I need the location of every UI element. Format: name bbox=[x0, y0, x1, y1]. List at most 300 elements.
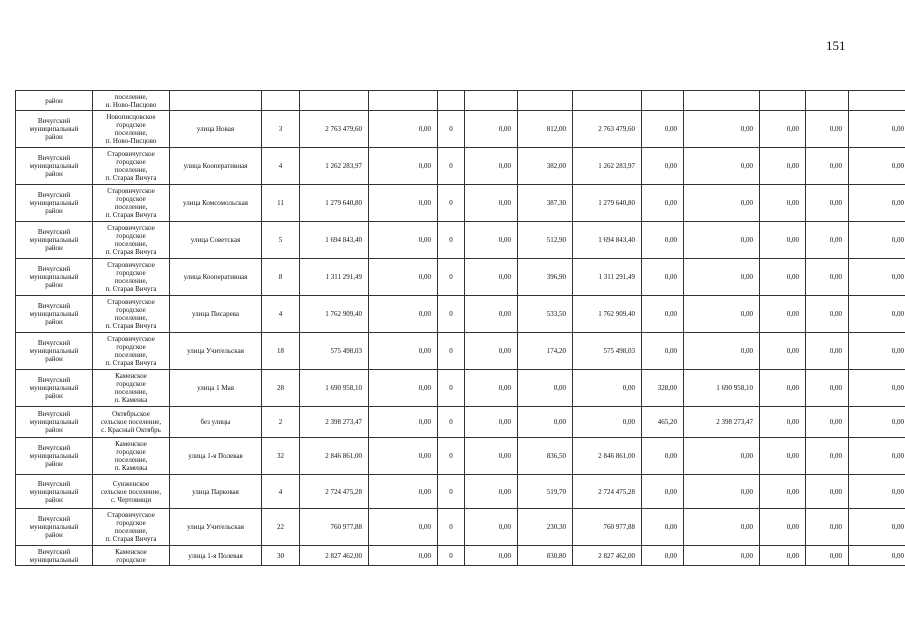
total-cost-cell: 1 762 909,40 bbox=[300, 296, 369, 333]
area-cell: 382,00 bbox=[518, 148, 573, 185]
value-cell: 0,00 bbox=[369, 333, 438, 370]
value-cell: 0,00 bbox=[465, 185, 518, 222]
settlement-cell-line: Старовичугское bbox=[107, 298, 155, 306]
area-cell: 0,00 bbox=[642, 333, 684, 370]
settlement-cell-line: городское bbox=[116, 121, 146, 129]
settlement-cell-line: п. Старая Вичуга bbox=[105, 285, 157, 293]
cost-cell: 0,00 bbox=[684, 296, 760, 333]
settlement-cell-line: Сунженское bbox=[112, 479, 150, 488]
settlement-cell-line: поселение, bbox=[114, 351, 148, 359]
table-row bbox=[16, 296, 905, 333]
housing-registry-table bbox=[15, 90, 905, 566]
settlement-cell-line: с. Чертовищи bbox=[110, 495, 152, 504]
area-cell: 465,20 bbox=[642, 407, 684, 438]
settlement-cell-line: сельское поселение, bbox=[100, 418, 162, 426]
settlement-cell-line: Старовичугское bbox=[107, 224, 155, 232]
area-cell: 533,50 bbox=[518, 296, 573, 333]
area-cell: 812,00 bbox=[518, 111, 573, 148]
street-cell: улица Комсомольская bbox=[170, 185, 262, 222]
value-cell: 0,00 bbox=[760, 185, 806, 222]
cost-cell: 2 724 475,28 bbox=[573, 475, 642, 509]
area-cell: 0,00 bbox=[642, 111, 684, 148]
settlement-cell-line: п. Старая Вичуга bbox=[105, 359, 157, 367]
district-cell-line: Вичугский bbox=[37, 479, 71, 488]
value-cell: 0,00 bbox=[465, 222, 518, 259]
street-cell: улица Учительская bbox=[170, 333, 262, 370]
district-cell bbox=[16, 546, 93, 566]
street-cell: улица Новая bbox=[170, 111, 262, 148]
house-number-cell: 22 bbox=[262, 509, 300, 546]
area-cell: 174,20 bbox=[518, 333, 573, 370]
settlement-cell-line: городское bbox=[116, 343, 146, 351]
total-cost-cell: 1 694 843,40 bbox=[300, 222, 369, 259]
settlement-cell-line: городское bbox=[116, 158, 146, 166]
value-cell: 0,00 bbox=[760, 509, 806, 546]
street-cell: улица Кооперативная bbox=[170, 259, 262, 296]
value-cell: 0,00 bbox=[760, 222, 806, 259]
settlement-cell-line: поселение, bbox=[114, 166, 148, 174]
value-cell: 0,00 bbox=[849, 259, 905, 296]
settlement-cell-line: поселение, bbox=[114, 129, 148, 137]
area-cell: 519,70 bbox=[518, 475, 573, 509]
settlement-cell-line: Каменское bbox=[115, 372, 147, 380]
settlement-cell bbox=[93, 407, 170, 438]
value-cell: 0,00 bbox=[849, 111, 905, 148]
total-cost-cell: 2 763 479,60 bbox=[300, 111, 369, 148]
cost-cell: 0,00 bbox=[573, 407, 642, 438]
district-cell-line: район bbox=[45, 426, 63, 434]
total-cost-cell: 2 846 861,00 bbox=[300, 438, 369, 475]
value-cell: 0,00 bbox=[760, 148, 806, 185]
value-cell: 0,00 bbox=[369, 296, 438, 333]
settlement-cell-line: поселение, bbox=[114, 92, 148, 101]
total-cost-cell: 1 279 640,80 bbox=[300, 185, 369, 222]
area-cell: 836,50 bbox=[518, 438, 573, 475]
count-cell: 0 bbox=[438, 148, 465, 185]
value-cell: 0,00 bbox=[849, 546, 905, 566]
street-cell bbox=[170, 91, 262, 111]
district-cell bbox=[16, 509, 93, 546]
value-cell: 0,00 bbox=[806, 111, 849, 148]
table-row bbox=[16, 185, 905, 222]
value-cell: 0,00 bbox=[806, 148, 849, 185]
value-cell bbox=[806, 91, 849, 111]
value-cell bbox=[760, 91, 806, 111]
area-cell: 0,00 bbox=[642, 296, 684, 333]
settlement-cell-line: п. Старая Вичуга bbox=[105, 211, 157, 219]
settlement-cell-line: Каменское bbox=[115, 440, 147, 448]
value-cell: 0,00 bbox=[849, 475, 905, 509]
value-cell: 0,00 bbox=[465, 546, 518, 566]
district-cell-line: муниципальный bbox=[29, 125, 79, 133]
value-cell: 0,00 bbox=[849, 370, 905, 407]
value-cell: 0,00 bbox=[806, 509, 849, 546]
district-cell-line: Вичугский bbox=[37, 547, 71, 556]
settlement-cell-line: Старовичугское bbox=[107, 261, 155, 269]
value-cell: 0,00 bbox=[369, 148, 438, 185]
value-cell: 0,00 bbox=[369, 185, 438, 222]
cost-cell: 0,00 bbox=[684, 185, 760, 222]
settlement-cell bbox=[93, 296, 170, 333]
house-number-cell: 3 bbox=[262, 111, 300, 148]
district-cell-line: Вичугский bbox=[37, 117, 71, 125]
value-cell bbox=[369, 91, 438, 111]
count-cell: 0 bbox=[438, 222, 465, 259]
total-cost-cell: 1 311 291,49 bbox=[300, 259, 369, 296]
value-cell: 0,00 bbox=[849, 148, 905, 185]
street-cell: улица 1 Мая bbox=[170, 370, 262, 407]
cost-cell: 0,00 bbox=[684, 333, 760, 370]
value-cell: 0,00 bbox=[760, 438, 806, 475]
settlement-cell-line: Старовичугское bbox=[107, 150, 155, 158]
settlement-cell bbox=[93, 509, 170, 546]
settlement-cell-line: поселение, bbox=[114, 456, 148, 464]
total-cost-cell: 2 724 475,28 bbox=[300, 475, 369, 509]
count-cell: 0 bbox=[438, 438, 465, 475]
value-cell: 0,00 bbox=[849, 185, 905, 222]
value-cell: 0,00 bbox=[465, 438, 518, 475]
value-cell: 0,00 bbox=[806, 546, 849, 566]
total-cost-cell: 760 977,88 bbox=[300, 509, 369, 546]
area-cell: 0,00 bbox=[642, 438, 684, 475]
house-number-cell: 32 bbox=[262, 438, 300, 475]
total-cost-cell: 1 690 958,10 bbox=[300, 370, 369, 407]
value-cell: 0,00 bbox=[465, 333, 518, 370]
district-cell bbox=[16, 111, 93, 148]
value-cell: 0,00 bbox=[369, 438, 438, 475]
value-cell: 0,00 bbox=[806, 438, 849, 475]
area-cell: 0,00 bbox=[642, 185, 684, 222]
area-cell: 230,30 bbox=[518, 509, 573, 546]
settlement-cell-line: п. Каменка bbox=[114, 396, 148, 404]
district-cell-line: Вичугский bbox=[37, 444, 71, 452]
area-cell: 0,00 bbox=[642, 475, 684, 509]
area-cell: 0,00 bbox=[642, 546, 684, 566]
value-cell: 0,00 bbox=[760, 259, 806, 296]
street-cell: улица Парковая bbox=[170, 475, 262, 509]
area-cell: 396,90 bbox=[518, 259, 573, 296]
district-cell-line: Вичугский bbox=[37, 265, 71, 273]
street-cell: улица Писарева bbox=[170, 296, 262, 333]
count-cell: 0 bbox=[438, 475, 465, 509]
value-cell: 0,00 bbox=[465, 407, 518, 438]
district-cell-line: муниципальный bbox=[29, 384, 79, 392]
table-row bbox=[16, 370, 905, 407]
settlement-cell-line: Каменское bbox=[115, 547, 147, 556]
table-row bbox=[16, 148, 905, 185]
settlement-cell bbox=[93, 148, 170, 185]
settlement-cell-line: п. Старая Вичуга bbox=[105, 248, 157, 256]
district-cell-line: Вичугский bbox=[37, 339, 71, 347]
street-cell: улица 1-я Полевая bbox=[170, 546, 262, 566]
cost-cell: 575 498,03 bbox=[573, 333, 642, 370]
settlement-cell bbox=[93, 546, 170, 566]
settlement-cell bbox=[93, 185, 170, 222]
table-row bbox=[16, 333, 905, 370]
district-cell-line: муниципальный bbox=[29, 523, 79, 531]
table-row bbox=[16, 259, 905, 296]
district-cell bbox=[16, 407, 93, 438]
area-cell: 0,00 bbox=[642, 148, 684, 185]
district-cell-line: район bbox=[45, 281, 63, 289]
cost-cell: 0,00 bbox=[684, 111, 760, 148]
table-row bbox=[16, 509, 905, 546]
cost-cell bbox=[573, 91, 642, 111]
settlement-cell-line: городское bbox=[116, 519, 146, 527]
cost-cell: 0,00 bbox=[684, 438, 760, 475]
cost-cell: 1 262 283,97 bbox=[573, 148, 642, 185]
total-cost-cell: 575 498,03 bbox=[300, 333, 369, 370]
district-cell-line: район bbox=[45, 495, 63, 504]
district-cell bbox=[16, 475, 93, 509]
value-cell: 0,00 bbox=[849, 407, 905, 438]
district-cell bbox=[16, 185, 93, 222]
value-cell: 0,00 bbox=[465, 370, 518, 407]
house-number-cell: 8 bbox=[262, 259, 300, 296]
value-cell: 0,00 bbox=[849, 222, 905, 259]
settlement-cell bbox=[93, 333, 170, 370]
street-cell: улица Кооперативная bbox=[170, 148, 262, 185]
district-cell-line: район bbox=[45, 207, 63, 215]
area-cell: 0,00 bbox=[642, 222, 684, 259]
cost-cell: 0,00 bbox=[684, 546, 760, 566]
district-cell bbox=[16, 148, 93, 185]
area-cell: 387,30 bbox=[518, 185, 573, 222]
house-number-cell: 2 bbox=[262, 407, 300, 438]
district-cell-line: Вичугский bbox=[37, 376, 71, 384]
settlement-cell-line: с. Красный Октябрь bbox=[101, 426, 161, 434]
district-cell-line: муниципальный bbox=[29, 236, 79, 244]
district-cell-line: муниципальный bbox=[29, 452, 79, 460]
cost-cell: 2 398 273,47 bbox=[684, 407, 760, 438]
district-cell-line: район bbox=[45, 133, 63, 141]
district-cell-line: муниципальный bbox=[29, 199, 79, 207]
cost-cell: 2 827 462,00 bbox=[573, 546, 642, 566]
total-cost-cell: 1 262 283,97 bbox=[300, 148, 369, 185]
area-cell: 830,80 bbox=[518, 546, 573, 566]
settlement-cell bbox=[93, 259, 170, 296]
district-cell-line: район bbox=[45, 392, 63, 400]
value-cell: 0,00 bbox=[760, 111, 806, 148]
cost-cell: 1 762 909,40 bbox=[573, 296, 642, 333]
district-cell-line: Вичугский bbox=[37, 515, 71, 523]
settlement-cell-line: поселение, bbox=[114, 388, 148, 396]
district-cell-line: муниципальный bbox=[29, 273, 79, 281]
house-number-cell: 4 bbox=[262, 475, 300, 509]
district-cell-line: Вичугский bbox=[37, 191, 71, 199]
settlement-cell-line: городское bbox=[116, 448, 146, 456]
district-cell bbox=[16, 259, 93, 296]
district-cell-line: Вичугский bbox=[37, 410, 71, 418]
total-cost-cell bbox=[300, 91, 369, 111]
table-row bbox=[16, 407, 905, 438]
cost-cell: 2 763 479,60 bbox=[573, 111, 642, 148]
district-cell-line: район bbox=[45, 531, 63, 539]
settlement-cell bbox=[93, 111, 170, 148]
count-cell: 0 bbox=[438, 333, 465, 370]
house-number-cell: 30 bbox=[262, 546, 300, 566]
cost-cell: 760 977,88 bbox=[573, 509, 642, 546]
settlement-cell-line: Старовичугское bbox=[107, 511, 155, 519]
area-cell: 0,00 bbox=[518, 407, 573, 438]
settlement-cell-line: Октябрьское bbox=[112, 410, 150, 418]
district-cell bbox=[16, 222, 93, 259]
value-cell: 0,00 bbox=[465, 296, 518, 333]
house-number-cell: 18 bbox=[262, 333, 300, 370]
value-cell bbox=[465, 91, 518, 111]
cost-cell: 1 694 843,40 bbox=[573, 222, 642, 259]
count-cell: 0 bbox=[438, 509, 465, 546]
value-cell: 0,00 bbox=[465, 509, 518, 546]
district-cell-line: район bbox=[45, 355, 63, 363]
street-cell: улица Советская bbox=[170, 222, 262, 259]
value-cell: 0,00 bbox=[369, 370, 438, 407]
house-number-cell: 28 bbox=[262, 370, 300, 407]
value-cell: 0,00 bbox=[849, 333, 905, 370]
settlement-cell-line: п. Старая Вичуга bbox=[105, 174, 157, 182]
settlement-cell-line: сельское поселение, bbox=[100, 487, 162, 496]
cost-cell: 1 311 291,49 bbox=[573, 259, 642, 296]
value-cell: 0,00 bbox=[806, 296, 849, 333]
cost-cell: 0,00 bbox=[684, 148, 760, 185]
district-cell-line: район bbox=[45, 96, 63, 105]
count-cell: 0 bbox=[438, 111, 465, 148]
area-cell bbox=[518, 91, 573, 111]
street-cell: улица 1-я Полевая bbox=[170, 438, 262, 475]
value-cell: 0,00 bbox=[760, 333, 806, 370]
table-row bbox=[16, 438, 905, 475]
area-cell: 0,00 bbox=[642, 509, 684, 546]
value-cell: 0,00 bbox=[369, 259, 438, 296]
settlement-cell bbox=[93, 370, 170, 407]
value-cell: 0,00 bbox=[806, 407, 849, 438]
settlement-cell-line: п. Ново-Писцово bbox=[105, 137, 157, 145]
district-cell-line: Вичугский bbox=[37, 154, 71, 162]
settlement-cell-line: городское bbox=[116, 306, 146, 314]
total-cost-cell: 2 827 462,00 bbox=[300, 546, 369, 566]
value-cell: 0,00 bbox=[806, 222, 849, 259]
settlement-cell-line: городское bbox=[116, 232, 146, 240]
house-number-cell: 5 bbox=[262, 222, 300, 259]
value-cell: 0,00 bbox=[369, 111, 438, 148]
district-cell-line: муниципальный bbox=[29, 555, 79, 564]
district-cell bbox=[16, 296, 93, 333]
district-cell-line: район bbox=[45, 318, 63, 326]
value-cell: 0,00 bbox=[369, 222, 438, 259]
count-cell: 0 bbox=[438, 407, 465, 438]
value-cell: 0,00 bbox=[465, 148, 518, 185]
value-cell: 0,00 bbox=[849, 438, 905, 475]
value-cell: 0,00 bbox=[849, 296, 905, 333]
cost-cell: 0,00 bbox=[573, 370, 642, 407]
page-number: 151 bbox=[826, 38, 846, 53]
value-cell: 0,00 bbox=[369, 407, 438, 438]
district-cell-line: Вичугский bbox=[37, 228, 71, 236]
district-cell-line: район bbox=[45, 460, 63, 468]
value-cell: 0,00 bbox=[465, 475, 518, 509]
settlement-cell-line: поселение, bbox=[114, 203, 148, 211]
settlement-cell-line: городское bbox=[116, 195, 146, 203]
settlement-cell bbox=[93, 91, 170, 111]
count-cell: 0 bbox=[438, 185, 465, 222]
settlement-cell-line: п. Старая Вичуга bbox=[105, 535, 157, 543]
value-cell: 0,00 bbox=[369, 509, 438, 546]
area-cell: 0,00 bbox=[518, 370, 573, 407]
settlement-cell bbox=[93, 475, 170, 509]
settlement-cell-line: Новописцовское bbox=[106, 113, 156, 121]
value-cell: 0,00 bbox=[760, 370, 806, 407]
settlement-cell-line: поселение, bbox=[114, 314, 148, 322]
value-cell: 0,00 bbox=[369, 475, 438, 509]
house-number-cell bbox=[262, 91, 300, 111]
settlement-cell-line: городское bbox=[116, 555, 146, 564]
district-cell-line: муниципальный bbox=[29, 162, 79, 170]
house-number-cell: 4 bbox=[262, 296, 300, 333]
settlement-cell-line: н. Ново-Писцово bbox=[105, 100, 157, 109]
value-cell: 0,00 bbox=[369, 546, 438, 566]
cost-cell: 2 846 861,00 bbox=[573, 438, 642, 475]
table-row bbox=[16, 546, 905, 566]
value-cell: 0,00 bbox=[760, 546, 806, 566]
value-cell: 0,00 bbox=[465, 111, 518, 148]
value-cell: 0,00 bbox=[760, 407, 806, 438]
cost-cell bbox=[684, 91, 760, 111]
district-cell-line: муниципальный bbox=[29, 347, 79, 355]
district-cell-line: Вичугский bbox=[37, 302, 71, 310]
district-cell-line: район bbox=[45, 244, 63, 252]
count-cell: 0 bbox=[438, 546, 465, 566]
cost-cell: 0,00 bbox=[684, 259, 760, 296]
settlement-cell-line: поселение, bbox=[114, 240, 148, 248]
area-cell: 328,00 bbox=[642, 370, 684, 407]
value-cell: 0,00 bbox=[806, 333, 849, 370]
value-cell: 0,00 bbox=[849, 509, 905, 546]
settlement-cell-line: городское bbox=[116, 380, 146, 388]
value-cell bbox=[849, 91, 905, 111]
value-cell: 0,00 bbox=[806, 475, 849, 509]
value-cell: 0,00 bbox=[806, 259, 849, 296]
settlement-cell-line: поселение, bbox=[114, 277, 148, 285]
table-row bbox=[16, 222, 905, 259]
table-row bbox=[16, 475, 905, 509]
value-cell: 0,00 bbox=[806, 185, 849, 222]
settlement-cell-line: городское bbox=[116, 269, 146, 277]
count-cell: 0 bbox=[438, 259, 465, 296]
settlement-cell-line: п. Каменка bbox=[114, 464, 148, 472]
count-cell: 0 bbox=[438, 296, 465, 333]
settlement-cell-line: Старовичугское bbox=[107, 335, 155, 343]
value-cell: 0,00 bbox=[760, 475, 806, 509]
district-cell-line: район bbox=[45, 170, 63, 178]
cost-cell: 0,00 bbox=[684, 222, 760, 259]
district-cell bbox=[16, 91, 93, 111]
district-cell bbox=[16, 333, 93, 370]
settlement-cell-line: Старовичугское bbox=[107, 187, 155, 195]
settlement-cell bbox=[93, 438, 170, 475]
settlement-cell bbox=[93, 222, 170, 259]
area-cell: 512,90 bbox=[518, 222, 573, 259]
settlement-cell-line: поселение, bbox=[114, 527, 148, 535]
table-row bbox=[16, 91, 905, 111]
house-number-cell: 4 bbox=[262, 148, 300, 185]
house-number-cell: 11 bbox=[262, 185, 300, 222]
settlement-cell-line: п. Старая Вичуга bbox=[105, 322, 157, 330]
count-cell: 0 bbox=[438, 370, 465, 407]
cost-cell: 0,00 bbox=[684, 509, 760, 546]
value-cell: 0,00 bbox=[760, 296, 806, 333]
area-cell bbox=[642, 91, 684, 111]
district-cell-line: муниципальный bbox=[29, 310, 79, 318]
